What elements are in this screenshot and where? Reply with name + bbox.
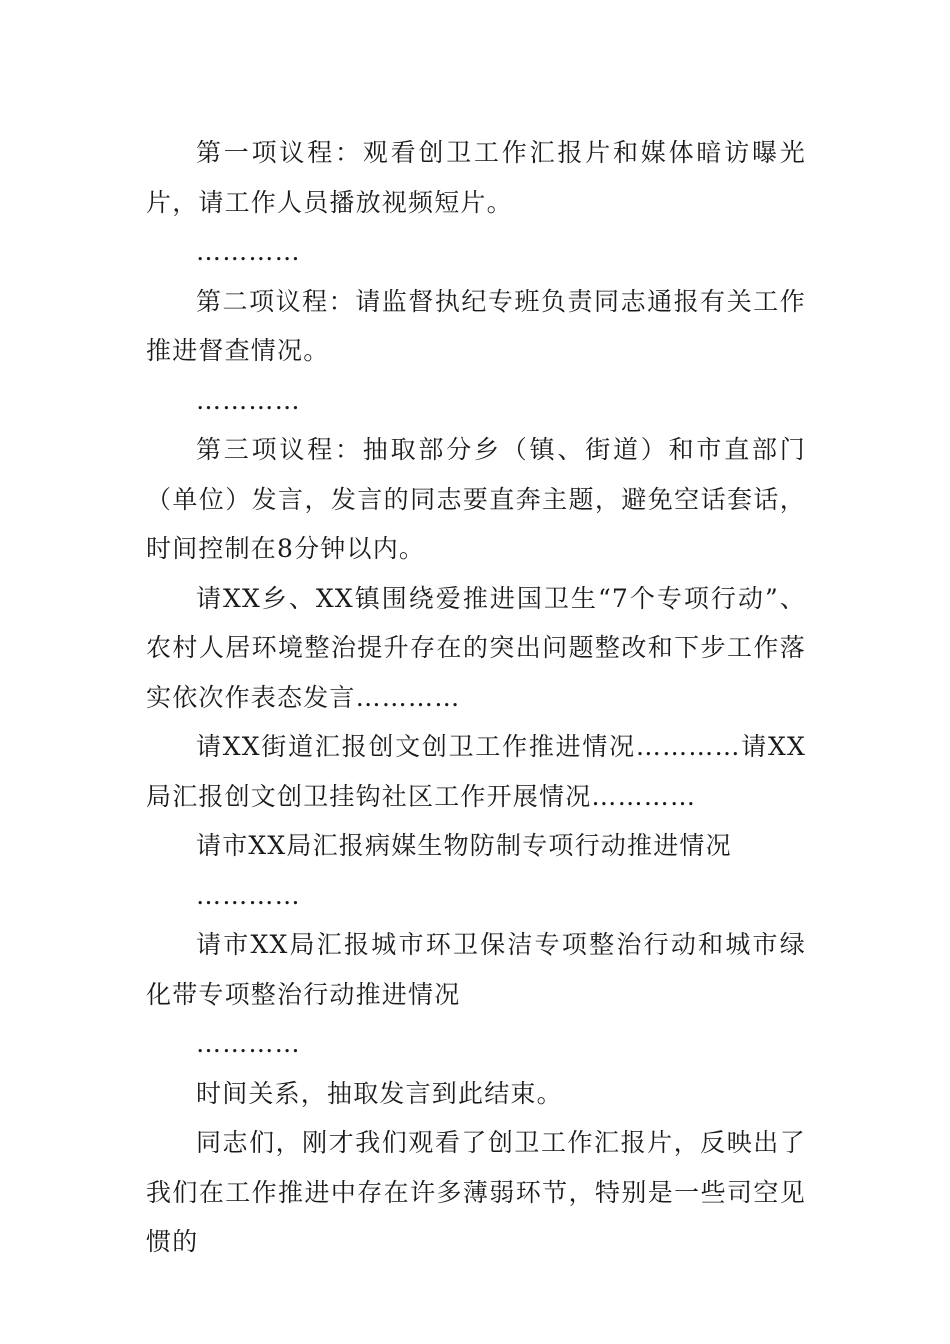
paragraph-ellipsis: ………… <box>196 1029 301 1058</box>
paragraph-township-speech: 请XX乡、XX镇围绕爱推进国卫生“7个专项行动”、农村人居环境整治提升存在的突出问题整改和下步工作落实依次作表态发言………… <box>146 583 806 712</box>
paragraph-agenda-2: 第二项议程：请监督执纪专班负责同志通报有关工作推进督查情况。 <box>146 286 806 365</box>
paragraph-agenda-3: 第三项议程：抽取部分乡（镇、街道）和市直部门（单位）发言，发言的同志要直奔主题，避免空话套话，时间控制在8分钟以内。 <box>146 435 806 563</box>
paragraph-ellipsis: ………… <box>196 880 301 910</box>
paragraph-sanitation-report: 请市XX局汇报城市环卫保洁专项整治行动和城市绿化带专项整治行动推进情况 <box>146 930 806 1009</box>
paragraph-agenda-1: 第一项议程：观看创卫工作汇报片和媒体暗访曝光片，请工作人员播放视频短片。 <box>146 138 806 217</box>
document-body <box>146 128 806 1267</box>
paragraph-vector-control-report: 请市XX局汇报病媒生物防制专项行动推进情况 <box>196 831 732 860</box>
paragraph-summary: 同志们，刚才我们观看了创卫工作汇报片，反映出了我们在工作推进中存在许多薄弱环节，特别是一些司空见惯的 <box>146 1128 806 1256</box>
paragraph-ellipsis: ………… <box>196 237 301 266</box>
paragraph-street-report: 请XX街道汇报创文创卫工作推进情况…………请XX局汇报创文创卫挂钩社区工作开展情况………… <box>146 732 806 811</box>
paragraph-closing-speeches: 时间关系，抽取发言到此结束。 <box>196 1078 563 1108</box>
paragraph-ellipsis: ………… <box>196 385 301 415</box>
